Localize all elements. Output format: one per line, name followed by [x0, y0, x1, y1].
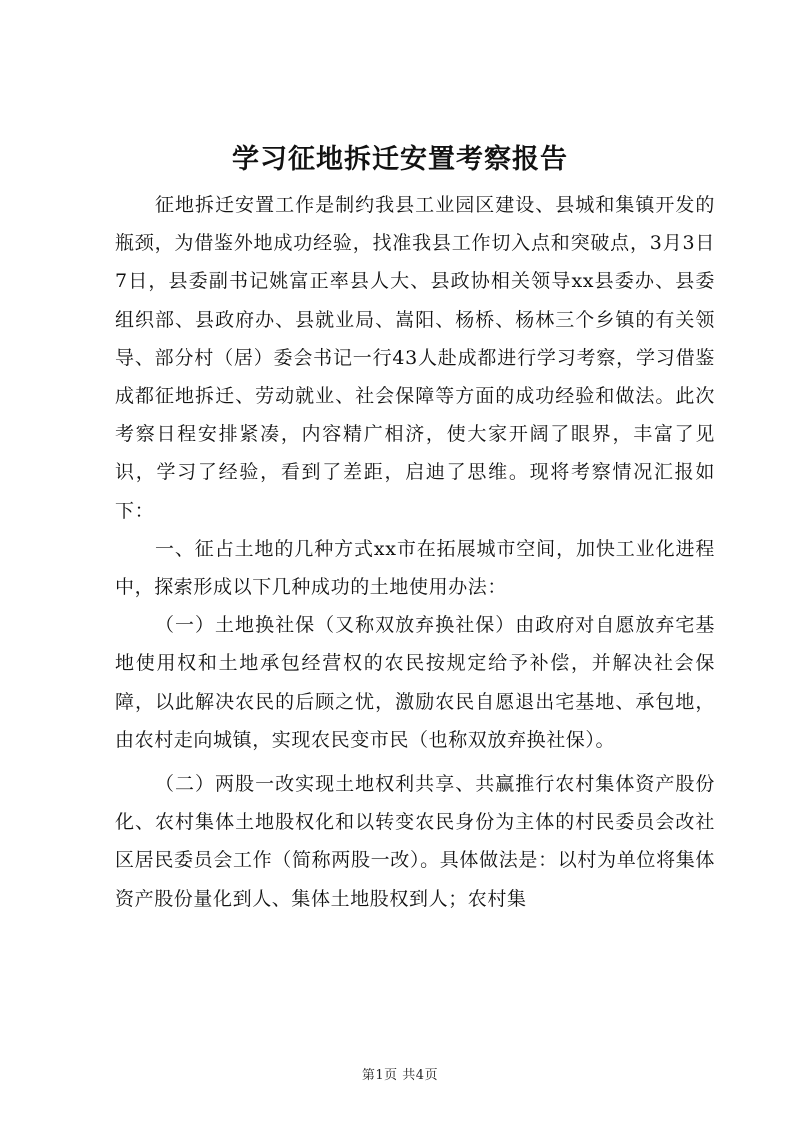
document-body: [115, 186, 715, 918]
paragraph-subsection-1: （一）土地换社保（又称双放弃换社保）由政府对自愿放弃宅基地使用权和土地承包经营权的农民按规定给予补偿，并解决社会保障，以此解决农民的后顾之忧，激励农民自愿退出宅基地、承包地，由农村走向城镇，实现农民变市民（也称双放弃换社保）。: [115, 614, 715, 751]
paragraph-intro: 征地拆迁安置工作是制约我县工业园区建设、县城和集镇开发的瓶颈，为借鉴外地成功经验，找准我县工作切入点和突破点，3月3日7日，县委副书记姚富正率县人大、县政协相关领导xx县委办、县委组织部、县政府办、县就业局、嵩阳、杨桥、杨林三个乡镇的有关领导、部分村（居）委会书记一行43人赴成都进行学习考察，学习借鉴成都征地拆迁、劳动就业、社会保障等方面的成功经验和做法。此次考察日程安排紧凑，内容精广相济，使大家开阔了眼界，丰富了见识，学习了经验，看到了差距，启迪了思维。现将考察情况汇报如下：: [115, 194, 715, 522]
page-footer: 第1页 共4页: [361, 1068, 439, 1083]
paragraph-subsection-2: （二）两股一改实现土地权利共享、共赢推行农村集体资产股份化、农村集体土地股权化和以转变农民身份为主体的村民委员会改社区居民委员会工作（简称两股一改）。具体做法是：以村为单位将集体资产股份量化到人、集体土地股权到人；农村集: [115, 773, 715, 910]
paragraph-section-1: 一、征占土地的几种方式xx市在拓展城市空间，加快工业化进程中，探索形成以下几种成功的土地使用办法：: [115, 537, 715, 599]
document-title: 学习征地拆迁安置考察报告: [232, 144, 568, 175]
